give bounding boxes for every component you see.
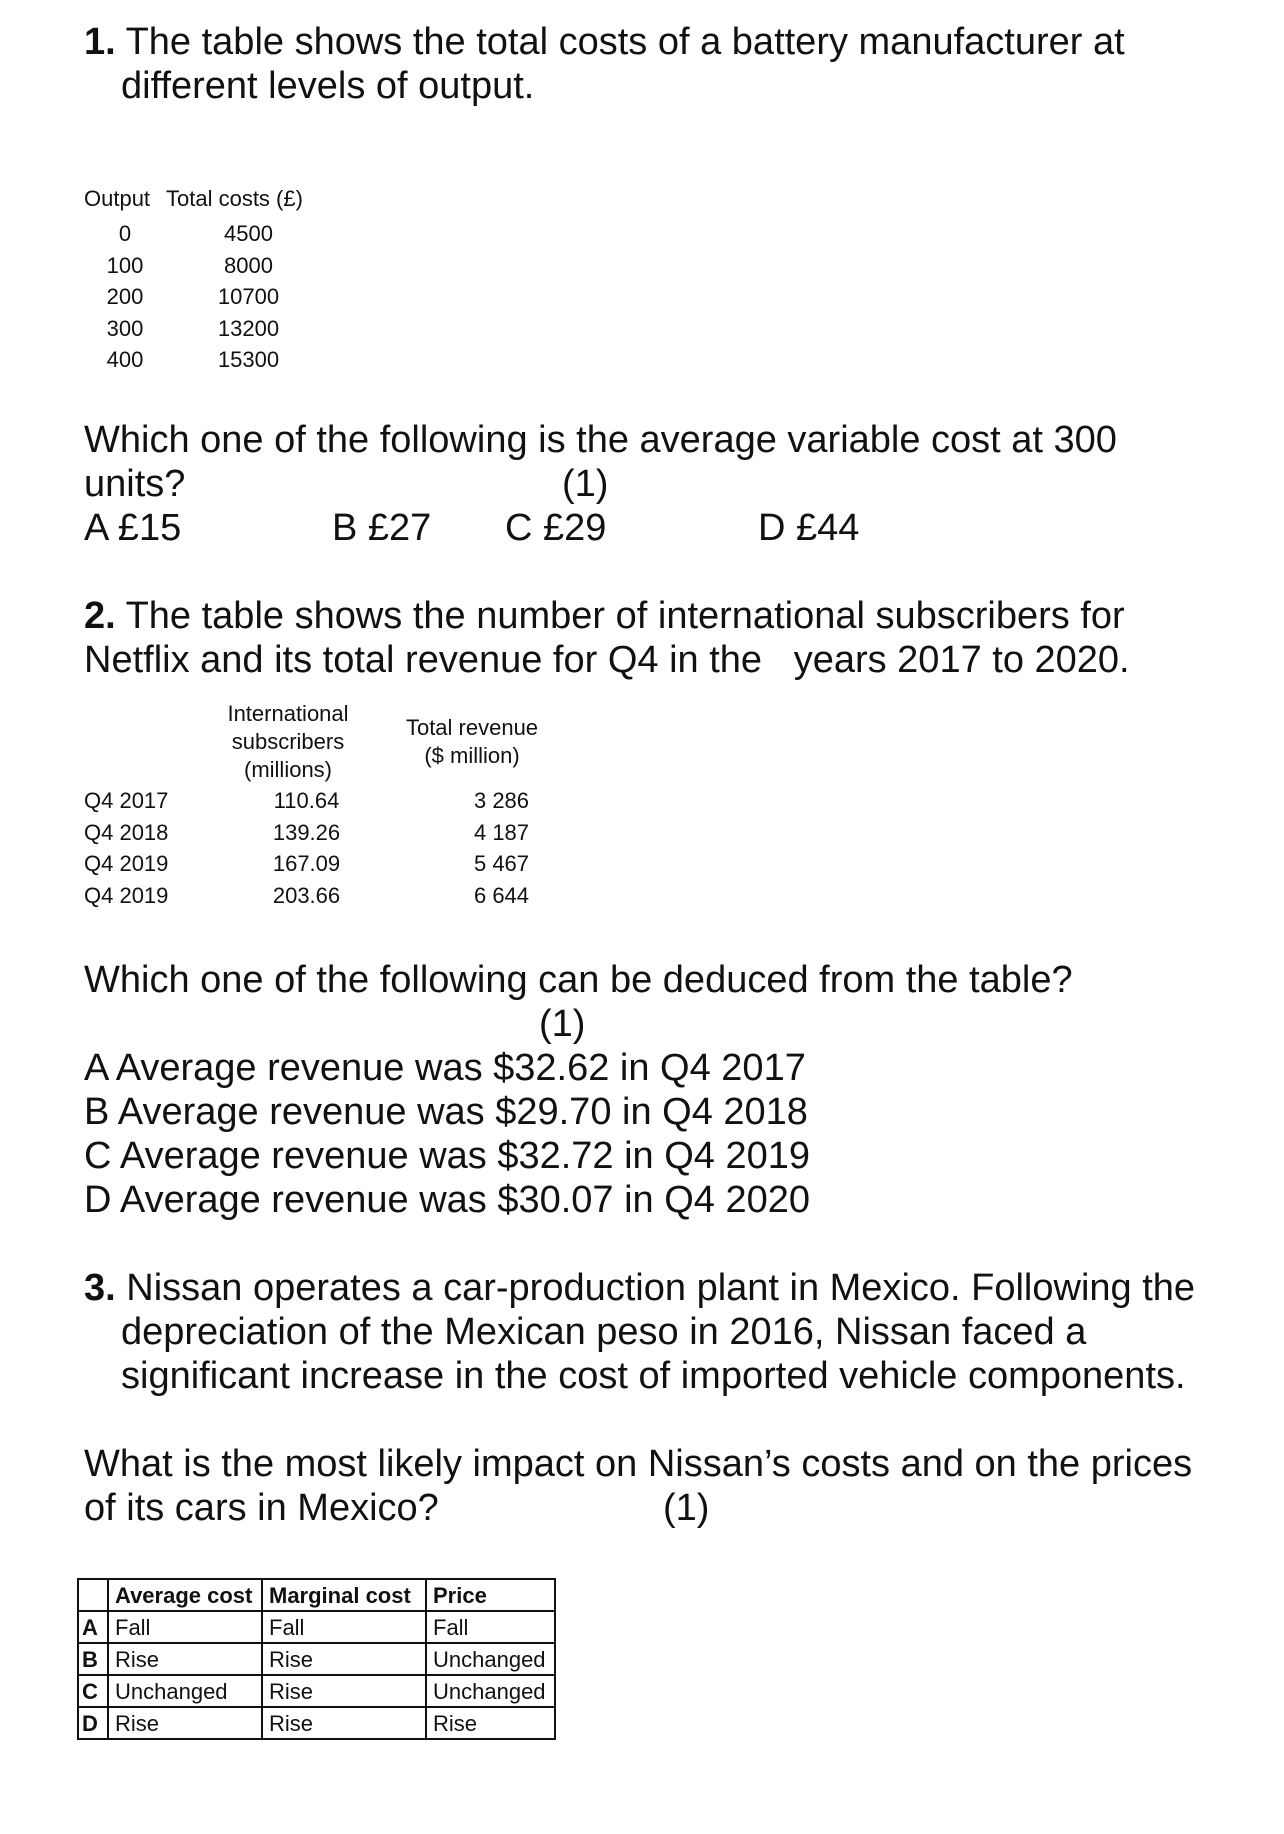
q3-intro-line2: depreciation of the Mexican peso in 2016, Nissan faced a xyxy=(121,1311,1087,1353)
q2-marks: (1) xyxy=(539,1003,586,1045)
q1-number: 1. xyxy=(84,21,116,63)
table-row[interactable] xyxy=(78,1643,555,1675)
q2-header-subscribers xyxy=(208,700,368,784)
q3-price-cell: Rise xyxy=(426,1707,555,1739)
q2-quarter-cell: Q4 2018 xyxy=(84,819,169,845)
q1-header-output: Output xyxy=(84,186,151,211)
q3-average-cost-cell: Rise xyxy=(108,1707,262,1739)
q3-number: 3. xyxy=(84,1267,116,1309)
q2-quarter-cell: Q4 2017 xyxy=(84,788,169,813)
q3-price-cell: Unchanged xyxy=(426,1643,555,1675)
table-row xyxy=(84,313,331,345)
q2-subscribers-cell: 203.66 xyxy=(272,882,341,908)
q1-option-d[interactable]: D £44 xyxy=(758,507,860,549)
table-row xyxy=(84,250,331,282)
q3-option-letter: B xyxy=(78,1643,108,1675)
q3-average-cost-cell: Unchanged xyxy=(108,1675,262,1707)
q3-question-line1: What is the most likely impact on Nissan’s costs and on the prices xyxy=(84,1443,1193,1485)
q1-marks: (1) xyxy=(562,463,609,505)
q3-marks: (1) xyxy=(663,1487,710,1529)
q3-answer-table xyxy=(77,1578,556,1740)
q2-revenue-cell: 4 187 xyxy=(473,819,530,845)
table-row xyxy=(84,344,331,376)
q2-netflix-table xyxy=(84,785,604,911)
table-row[interactable] xyxy=(78,1611,555,1643)
q3-marginal-cost-cell: Fall xyxy=(262,1611,426,1643)
q1-output-cell: 100 xyxy=(106,252,144,278)
q1-cost-cell: 13200 xyxy=(217,315,280,341)
table-row xyxy=(84,218,331,250)
table-row xyxy=(84,848,604,880)
q2-revenue-cell: 6 644 xyxy=(473,882,530,908)
table-row[interactable] xyxy=(78,1675,555,1707)
q2-intro-line2: Netflix and its total revenue for Q4 in the years 2017 to 2020. xyxy=(84,639,1130,681)
q3-header-blank xyxy=(78,1579,108,1611)
q3-average-cost-cell: Rise xyxy=(108,1643,262,1675)
q3-intro-line3: significant increase in the cost of imported vehicle components. xyxy=(121,1355,1186,1397)
q2-quarter-cell: Q4 2019 xyxy=(84,882,169,908)
q3-header-average-cost: Average cost xyxy=(108,1579,262,1611)
q3-option-letter: C xyxy=(78,1675,108,1707)
q1-option-c[interactable]: C £29 xyxy=(505,507,607,549)
table-row xyxy=(84,281,331,313)
q3-price-cell: Fall xyxy=(426,1611,555,1643)
q2-header-revenue-line1: Total revenue xyxy=(405,715,539,740)
q3-intro-text: Nissan operates a car-production plant in Mexico. Following the xyxy=(126,1267,1196,1309)
q2-quarter-cell: Q4 2019 xyxy=(84,851,169,876)
q2-header-revenue-line2: ($ million) xyxy=(424,743,520,768)
q3-average-cost-cell: Fall xyxy=(108,1611,262,1643)
q2-option-d[interactable]: D Average revenue was $30.07 in Q4 2020 xyxy=(84,1179,811,1221)
q1-cost-table xyxy=(84,184,331,376)
q1-cost-cell: 4500 xyxy=(224,221,273,246)
q2-revenue-cell: 3 286 xyxy=(473,788,530,813)
table-row xyxy=(84,785,604,817)
q1-cost-cell: 10700 xyxy=(217,284,280,309)
q2-option-a[interactable]: A Average revenue was $32.62 in Q4 2017 xyxy=(84,1047,806,1089)
table-row xyxy=(84,817,604,849)
q2-header-subscribers-line2: subscribers xyxy=(231,729,345,754)
q3-marginal-cost-cell: Rise xyxy=(262,1675,426,1707)
q2-header-subscribers-line1: International xyxy=(227,701,349,726)
q3-option-letter: D xyxy=(78,1707,108,1739)
q2-header-revenue xyxy=(392,714,552,770)
q2-subscribers-cell: 139.26 xyxy=(272,819,341,845)
q2-header-subscribers-line3: (millions) xyxy=(244,757,332,782)
q2-intro-line1 xyxy=(84,594,1125,638)
q1-intro-text: The table shows the total costs of a battery manufacturer at xyxy=(125,21,1125,63)
q1-output-cell: 200 xyxy=(106,284,144,309)
q1-cost-cell: 8000 xyxy=(224,252,273,278)
q1-intro-line2: different levels of output. xyxy=(121,65,535,107)
table-row xyxy=(84,880,604,912)
q1-option-a[interactable]: A £15 xyxy=(84,507,182,549)
q2-option-c[interactable]: C Average revenue was $32.72 in Q4 2019 xyxy=(84,1135,811,1177)
q1-cost-cell: 15300 xyxy=(217,347,280,372)
q2-option-b[interactable]: B Average revenue was $29.70 in Q4 2018 xyxy=(84,1091,808,1133)
q3-header-price: Price xyxy=(426,1579,555,1611)
table-row[interactable] xyxy=(78,1707,555,1739)
q1-output-cell: 400 xyxy=(106,347,144,372)
q1-output-cell: 0 xyxy=(118,221,132,246)
q2-number: 2. xyxy=(84,595,116,637)
q1-question-line2: units? xyxy=(84,463,186,505)
q2-subscribers-cell: 167.09 xyxy=(272,851,341,876)
q1-output-cell: 300 xyxy=(106,315,144,341)
q3-marginal-cost-cell: Rise xyxy=(262,1643,426,1675)
q1-header-total-costs: Total costs (£) xyxy=(166,186,303,211)
q3-price-cell: Unchanged xyxy=(426,1675,555,1707)
q2-subscribers-cell: 110.64 xyxy=(273,788,340,813)
q1-intro-line1 xyxy=(84,20,1125,64)
q2-revenue-cell: 5 467 xyxy=(473,851,530,876)
q1-question-line1: Which one of the following is the average variable cost at 300 xyxy=(84,419,1117,461)
q3-option-letter: A xyxy=(78,1611,108,1643)
q1-option-b[interactable]: B £27 xyxy=(332,507,432,549)
q3-marginal-cost-cell: Rise xyxy=(262,1707,426,1739)
q3-question-line2: of its cars in Mexico? xyxy=(84,1487,439,1529)
q3-header-marginal-cost: Marginal cost xyxy=(262,1579,426,1611)
q2-intro-text: The table shows the number of international subscribers for xyxy=(125,595,1125,637)
q2-question: Which one of the following can be deduced from the table? xyxy=(84,959,1073,1001)
q3-intro-line1 xyxy=(84,1266,1195,1310)
